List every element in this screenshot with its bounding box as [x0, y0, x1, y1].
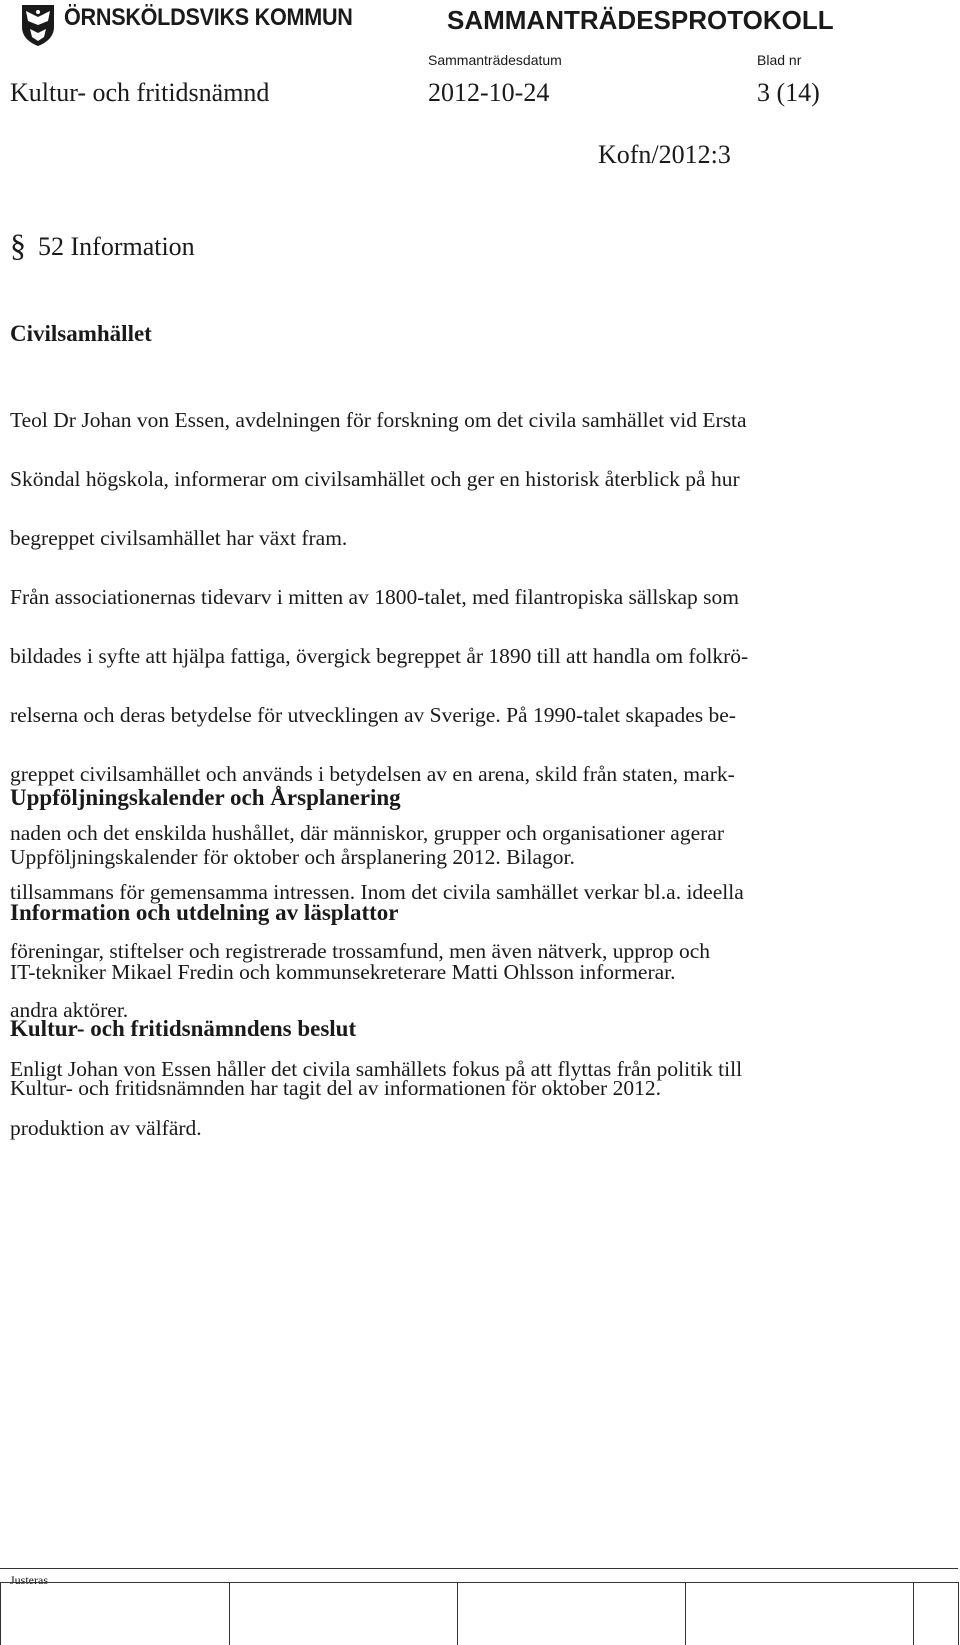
followup-heading: Uppföljningskalender och Årsplanering — [10, 785, 401, 810]
paragraph-line: greppet civilsamhället och används i betydelsen av en arena, skild från staten, mark- — [10, 761, 735, 786]
civil-society-heading: Civilsamhället — [10, 321, 152, 346]
municipal-coat-of-arms-icon — [20, 3, 56, 47]
paragraph-line: Sköndal högskola, informerar om civilsamhället och ger en historisk återblick på hur — [10, 466, 740, 491]
justeras-label: Justeras — [10, 1573, 48, 1587]
decision-heading: Kultur- och fritidsnämndens beslut — [10, 1016, 357, 1041]
date-label: Sammanträdesdatum — [428, 52, 562, 68]
civil-society-paragraph — [10, 376, 945, 1173]
signature-box — [457, 1582, 686, 1645]
followup-text: Uppföljningskalender för oktober och årsplanering 2012. Bilagor. — [10, 845, 575, 869]
meeting-date: 2012-10-24 — [428, 78, 550, 107]
paragraph-line: Teol Dr Johan von Essen, avdelningen för forskning om det civila samhället vid Ersta — [10, 407, 747, 432]
tablets-heading: Information och utdelning av läsplattor — [10, 900, 399, 925]
tablets-text: IT-tekniker Mikael Fredin och kommunsekreterare Matti Ohlsson informerar. — [10, 960, 676, 984]
paragraph-line: andra aktörer. — [10, 997, 129, 1022]
section-title-text: 52 Information — [38, 232, 195, 261]
paragraph-line: relserna och deras betydelse för utvecklingen av Sverige. På 1990-talet skapades be- — [10, 702, 736, 727]
page-label: Blad nr — [757, 52, 802, 68]
paragraph-line: bildades i syfte att hjälpa fattiga, övergick begreppet år 1890 till att handla om folkrö- — [10, 643, 749, 668]
municipality-name: ÖRNSKÖLDSVIKS KOMMUN — [64, 4, 353, 31]
paragraph-line: föreningar, stiftelser och registrerade trossamfund, men även nätverk, upprop och — [10, 938, 711, 963]
signature-box — [229, 1582, 458, 1645]
paragraph-sign: § — [10, 227, 26, 263]
paragraph-line: begreppet civilsamhället har växt fram. — [10, 525, 348, 550]
paragraph-line: produktion av välfärd. — [10, 1115, 202, 1140]
paragraph-line: naden och det enskilda hushållet, där människor, grupper och organisationer agerar — [10, 820, 724, 845]
decision-text: Kultur- och fritidsnämnden har tagit del av informationen för oktober 2012. — [10, 1076, 661, 1100]
paragraph-line: Från associationernas tidevarv i mitten av 1800-talet, med filantropiska sällskap som — [10, 584, 740, 609]
section-title — [10, 226, 195, 263]
page-number: 3 (14) — [757, 78, 820, 107]
signature-box — [0, 1582, 230, 1645]
case-reference: Kofn/2012:3 — [598, 140, 731, 169]
document-type: SAMMANTRÄDESPROTOKOLL — [447, 5, 834, 35]
signature-box — [913, 1582, 959, 1645]
paragraph-line: tillsammans för gemensamma intressen. Inom det civila samhället verkar bl.a. ideella — [10, 879, 744, 904]
paragraph-line: Enligt Johan von Essen håller det civila samhällets fokus på att flyttas från politik till — [10, 1056, 743, 1081]
signature-box — [685, 1582, 914, 1645]
committee-name: Kultur- och fritidsnämnd — [10, 78, 270, 107]
